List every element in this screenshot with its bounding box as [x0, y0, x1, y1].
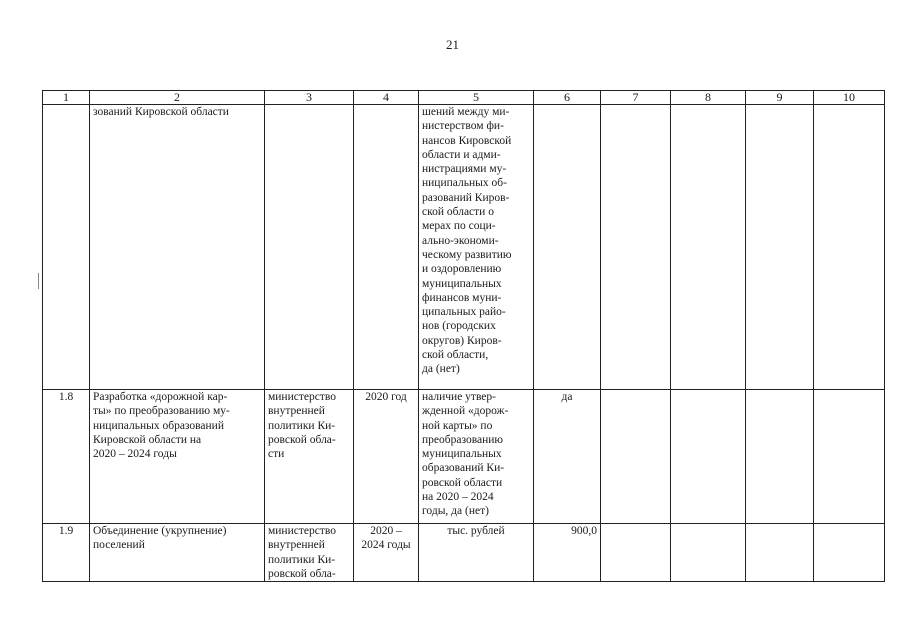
column-number: 1 — [43, 91, 90, 105]
column-number: 9 — [746, 91, 814, 105]
executor — [265, 105, 354, 390]
row-number — [43, 105, 90, 390]
page-number: 21 — [446, 37, 459, 52]
indicator: тыс. рублей — [419, 524, 534, 582]
table-cell — [814, 105, 885, 390]
indicator: шений между ми- нистерством фи- нансов Кировской области и адми- нистрациями му- ниципальных об- разований Киров- ской области о мерах по соци- ально-экономи- ческому развитию и оздоровлению муниципальных финансов муни- ципальных райо- нов (городских округов) Киров- ской области, да (нет) — [419, 105, 534, 390]
column-number: 3 — [265, 91, 354, 105]
column-number: 2 — [90, 91, 265, 105]
column-number: 7 — [601, 91, 671, 105]
column-number: 8 — [671, 91, 746, 105]
table-cell — [814, 390, 885, 524]
measure-name: зований Кировской области — [90, 105, 265, 390]
table-cell — [746, 105, 814, 390]
table-cell — [814, 524, 885, 582]
term — [354, 105, 419, 390]
table-cell — [746, 524, 814, 582]
table-cell — [671, 105, 746, 390]
table-cell — [746, 390, 814, 524]
measure-name: Объединение (укрупнение) поселений — [90, 524, 265, 582]
table-row — [43, 524, 885, 582]
column-number: 6 — [534, 91, 601, 105]
table-row — [43, 390, 885, 524]
indicator: наличие утвер- жденной «дорож- ной карты» по преобразованию муниципальных образований Ки- ровской области на 2020 – 2024 годы, да (нет) — [419, 390, 534, 524]
table-cell — [601, 105, 671, 390]
table-cell — [601, 524, 671, 582]
row-number: 1.9 — [43, 524, 90, 582]
term: 2020 год — [354, 390, 419, 524]
term: 2020 – 2024 годы — [354, 524, 419, 582]
table-row — [43, 105, 885, 390]
executor: министерство внутренней политики Ки- ровской обла- сти — [265, 390, 354, 524]
indicator-value: 900,0 — [534, 524, 601, 582]
column-number: 4 — [354, 91, 419, 105]
row-number: 1.8 — [43, 390, 90, 524]
indicator-value — [534, 105, 601, 390]
measure-name: Разработка «дорожной кар- ты» по преобразованию му- ниципальных образований Кировской области на 2020 – 2024 годы — [90, 390, 265, 524]
executor: министерство внутренней политики Ки- ровской обла- — [265, 524, 354, 582]
column-number: 5 — [419, 91, 534, 105]
column-number-row — [43, 91, 885, 105]
indicator-value: да — [534, 390, 601, 524]
scan-edge-mark — [38, 273, 39, 289]
table-cell — [671, 524, 746, 582]
table-cell — [601, 390, 671, 524]
measures-table — [42, 90, 885, 582]
column-number: 10 — [814, 91, 885, 105]
table-cell — [671, 390, 746, 524]
